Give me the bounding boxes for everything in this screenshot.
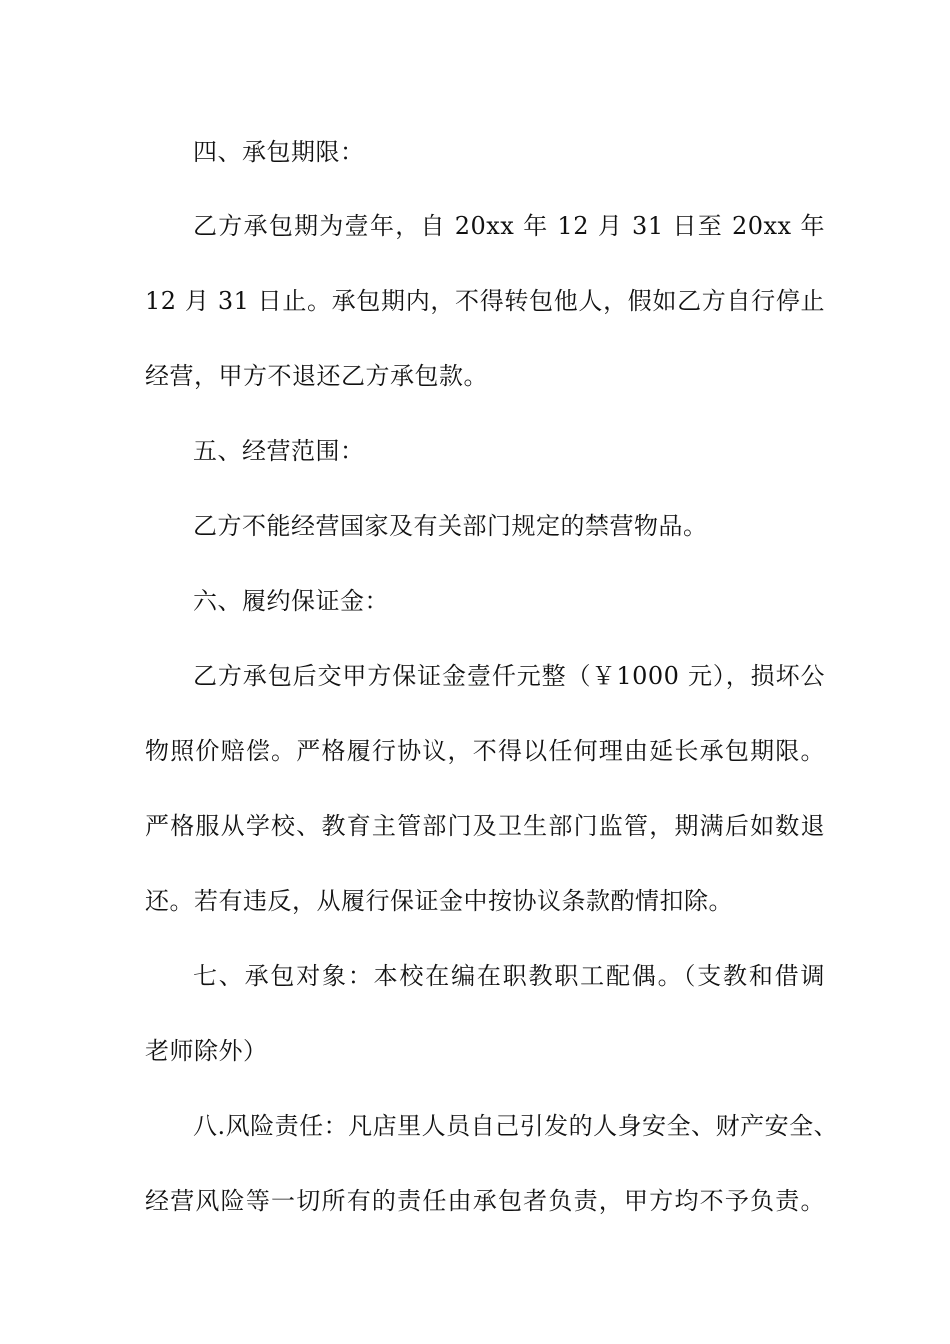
paragraph-line: 严格服从学校、教育主管部门及卫生部门监管，期满后如数退 <box>145 812 825 840</box>
paragraph-line: 乙方承包期为壹年，自 20xx 年 12 月 31 日至 20xx 年 <box>193 212 825 240</box>
paragraph-line: 12 月 31 日止。承包期内，不得转包他人，假如乙方自行停止 <box>145 287 825 315</box>
section-heading-deposit: 六、履约保证金： <box>193 587 389 615</box>
section-heading-risk: 八.风险责任：凡店里人员自己引发的人身安全、财产安全、 <box>193 1112 839 1140</box>
paragraph-line: 乙方承包后交甲方保证金壹仟元整（￥1000 元），损坏公 <box>193 662 825 690</box>
paragraph-line: 乙方不能经营国家及有关部门规定的禁营物品。 <box>193 512 708 540</box>
paragraph-line: 物照价赔偿。严格履行协议，不得以任何理由延长承包期限。 <box>145 737 825 765</box>
section-heading-scope: 五、经营范围： <box>193 437 365 465</box>
paragraph-line: 还。若有违反，从履行保证金中按协议条款酌情扣除。 <box>145 887 733 915</box>
paragraph-line: 经营风险等一切所有的责任由承包者负责，甲方均不予负责。 <box>145 1187 825 1215</box>
paragraph-line: 经营，甲方不退还乙方承包款。 <box>145 362 488 390</box>
section-heading-term: 四、承包期限： <box>193 138 365 166</box>
paragraph-line: 老师除外） <box>145 1037 268 1065</box>
section-heading-target: 七、承包对象：本校在编在职教职工配偶。（支教和借调 <box>193 962 825 990</box>
